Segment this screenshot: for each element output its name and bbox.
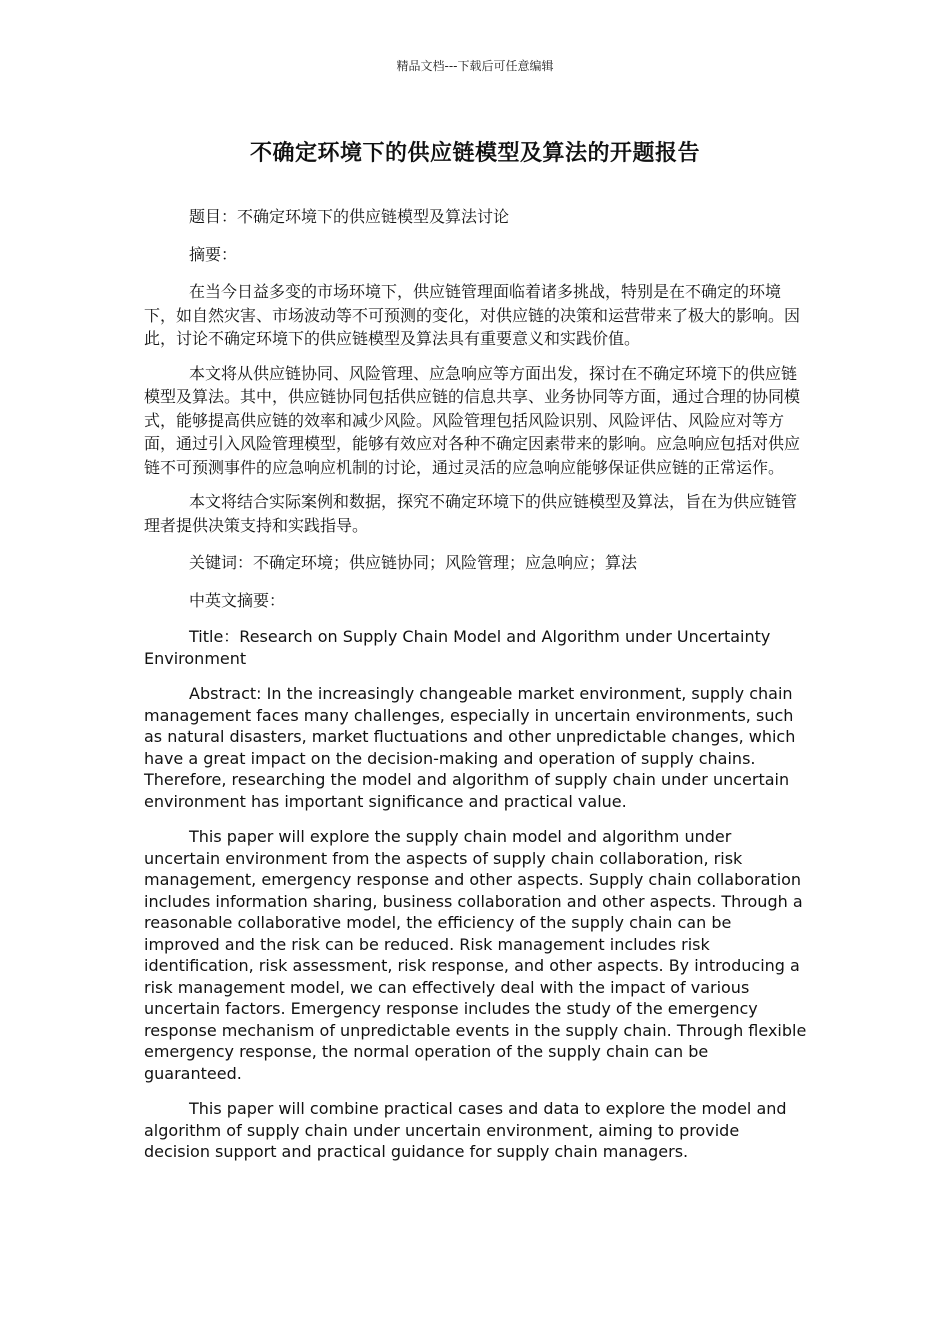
abstract-paragraph-2: 本文将从供应链协同、风险管理、应急响应等方面出发，探讨在不确定环境下的供应链模型及算法。其中，供应链协同包括供应链的信息共享、业务协同等方面，通过合理的协同模式，能够提高供应链的效率和减少风险。风险管理包括风险识别、风险评估、风险应对等方面，通过引入风险管理模型，能够有效应对各种不确定因素带来的影响。应急响应包括对供应链不可预测事件的应急响应机制的讨论，通过灵活的应急响应能够保证供应链的正常运作。 (144, 363, 801, 477)
english-abstract-paragraph-3: This paper will combine practical cases and data to explore the model and algorithm of supply chain under uncertain environment, aiming to provide decision support and practical guidance for supply chain managers. (144, 1099, 787, 1161)
english-title-line: Title：Research on Supply Chain Model and Algorithm under Uncertainty Environment (144, 627, 771, 668)
topic-line: 题目：不确定环境下的供应链模型及算法讨论 (189, 207, 510, 226)
document-body (144, 205, 808, 1163)
abstract-heading: 摘要： (189, 244, 238, 264)
abstract-paragraph-3: 本文将结合实际案例和数据，探究不确定环境下的供应链模型及算法，旨在为供应链管理者提供决策支持和实践指导。 (144, 492, 798, 535)
bilingual-abstract-heading: 中英文摘要： (189, 590, 286, 610)
keywords-line: 关键词：不确定环境；供应链协同；风险管理；应急响应；算法 (189, 553, 638, 572)
document-title: 不确定环境下的供应链模型及算法的开题报告 (249, 141, 700, 166)
page-header-note: 精品文档---下载后可任意编辑 (396, 59, 554, 73)
english-abstract-paragraph-1: Abstract: In the increasingly changeable market environment, supply chain management faces many challenges, especially in uncertain environments, such as natural disasters, market fluctuations and other unpredictable changes, which have a great impact on the decision-making and operation of supply chains. Therefore, researching the model and algorithm of supply chain under uncertain environment has important significance and practical value. (144, 684, 796, 811)
english-abstract-paragraph-2: This paper will explore the supply chain model and algorithm under uncertain environment from the aspects of supply chain collaboration, risk management, emergency response and other aspects. Supply chain collaboration includes information sharing, business collaboration and other aspects. Through a reasonable collaborative model, the efficiency of the supply chain can be improved and the risk can be reduced. Risk management includes risk identification, risk assessment, risk response, and other aspects. By introducing a risk management model, we can effectively deal with the impact of various uncertain factors. Emergency response includes the study of the emergency response mechanism of unpredictable events in the supply chain. Through flexible emergency response, the normal operation of the supply chain can be guaranteed. (144, 827, 807, 1083)
abstract-paragraph-1: 在当今日益多变的市场环境下，供应链管理面临着诸多挑战，特别是在不确定的环境下，如自然灾害、市场波动等不可预测的变化，对供应链的决策和运营带来了极大的影响。因此，讨论不确定环境下的供应链模型及算法具有重要意义和实践价值。 (144, 282, 801, 348)
